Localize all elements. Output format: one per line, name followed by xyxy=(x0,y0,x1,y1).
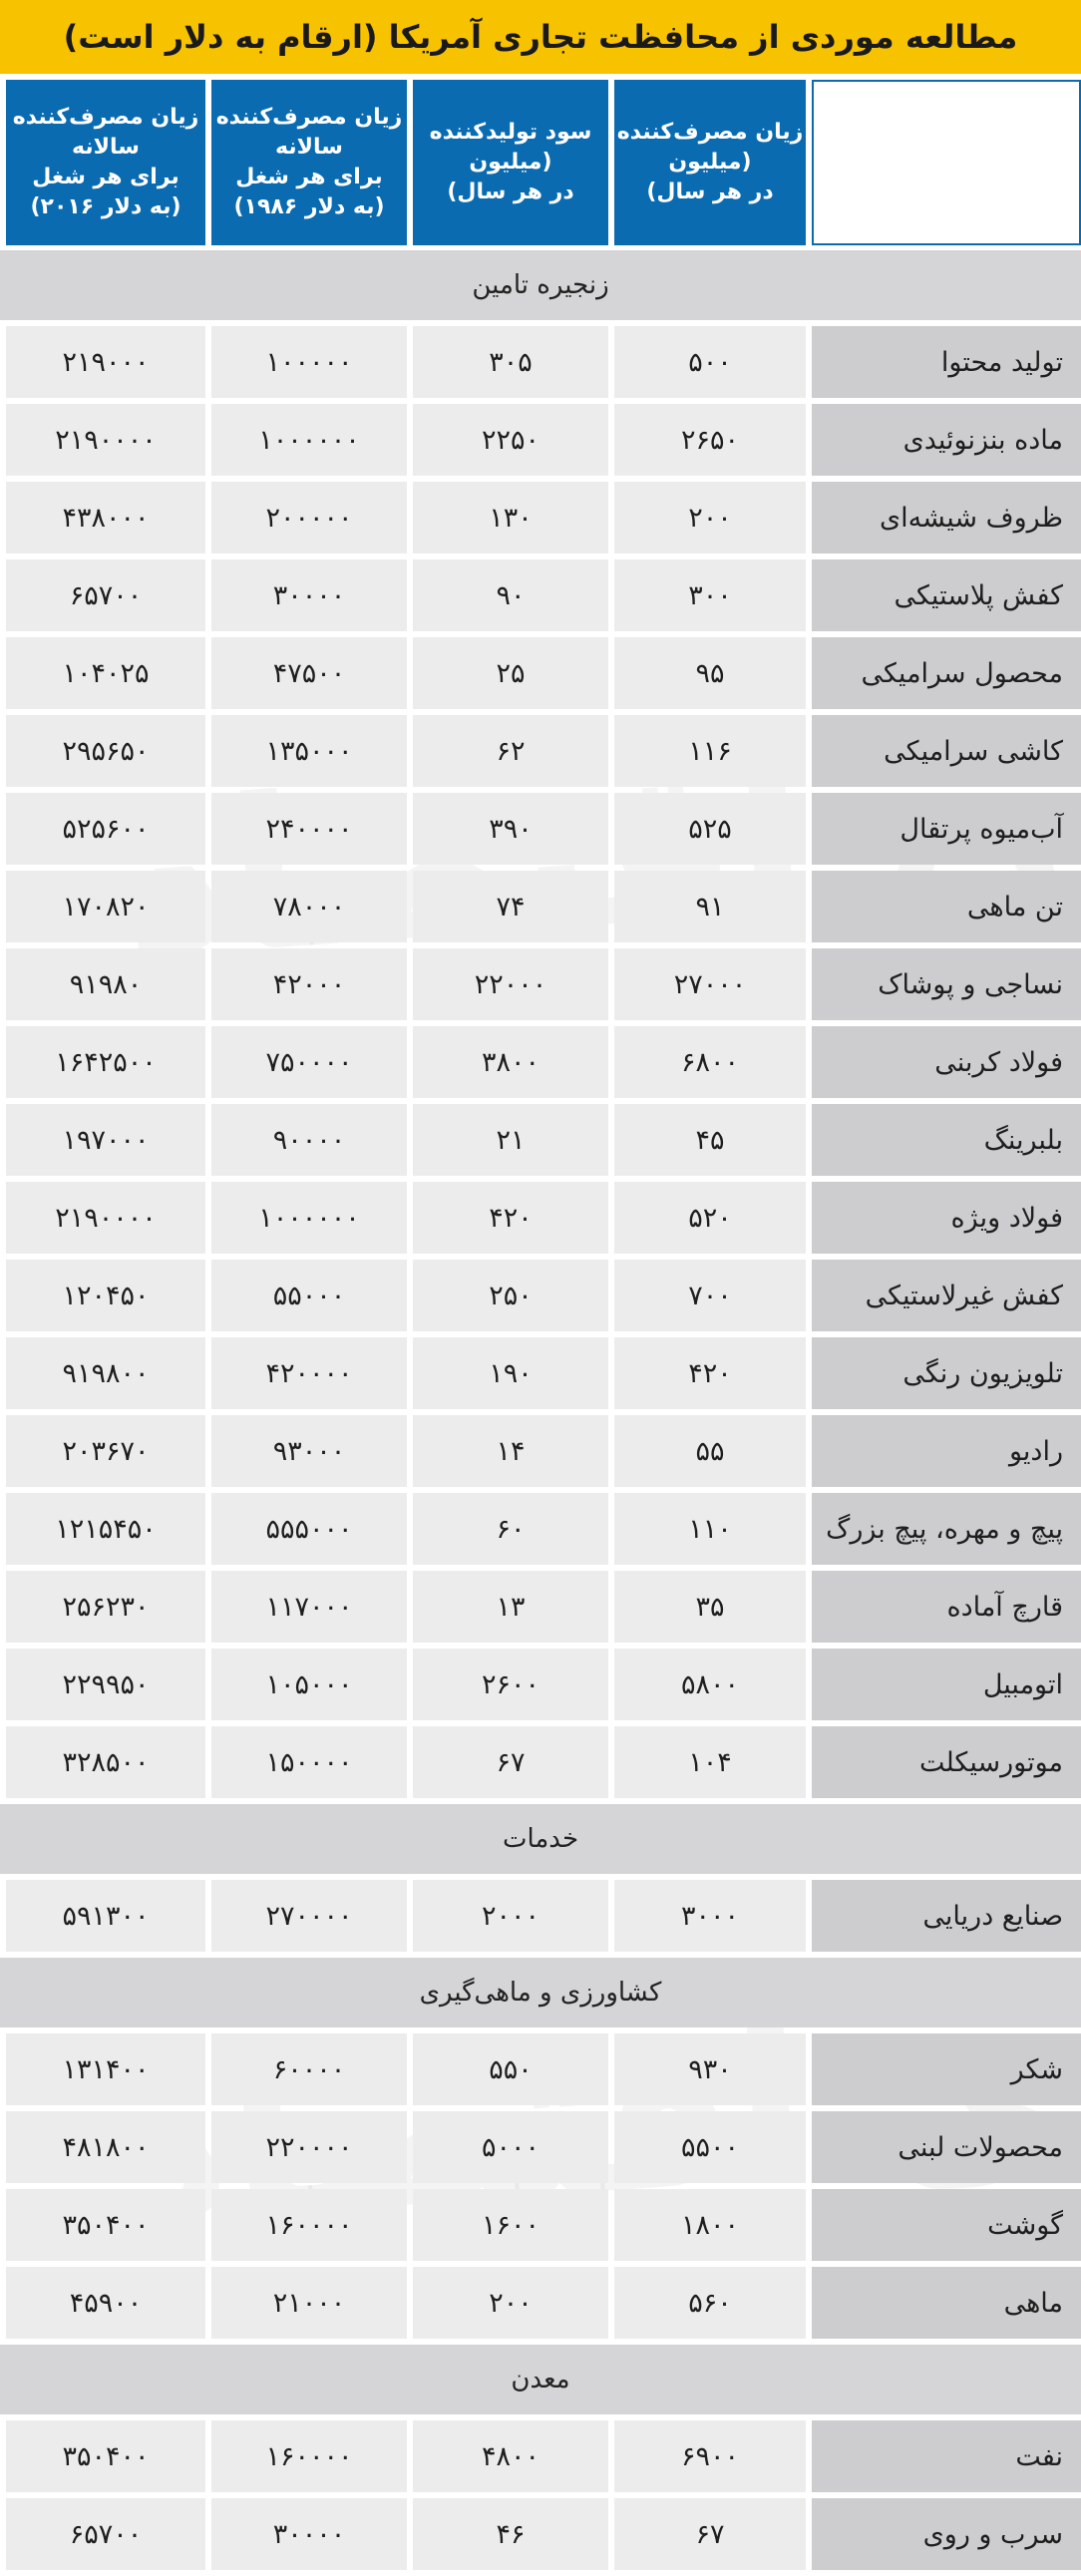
loss-per-job-2016-value: ۲۱۹۰۰۰ xyxy=(6,326,205,398)
loss-per-job-1986-value: ۱۱۷۰۰۰ xyxy=(211,1571,407,1643)
loss-per-job-1986-value: ۱۰۰۰۰۰۰ xyxy=(211,404,407,476)
table-header xyxy=(0,80,1081,245)
table-row xyxy=(0,948,1081,1020)
table-row xyxy=(0,559,1081,631)
row-name: شکر xyxy=(812,2033,1081,2105)
table-row xyxy=(0,871,1081,942)
producer-gain-value: ۴۲۰ xyxy=(413,1182,608,1254)
loss-per-job-2016-value: ۴۳۸۰۰۰ xyxy=(6,482,205,553)
row-name: تلویزیون رنگی xyxy=(812,1337,1081,1409)
producer-gain-value: ۷۴ xyxy=(413,871,608,942)
row-name: محصول سرامیکی xyxy=(812,637,1081,709)
loss-per-job-1986-value: ۲۴۰۰۰۰ xyxy=(211,793,407,865)
table-row xyxy=(0,2498,1081,2570)
row-name: تن ماهی xyxy=(812,871,1081,942)
producer-gain-value: ۲۲۰۰۰ xyxy=(413,948,608,1020)
producer-gain-value: ۲۲۵۰ xyxy=(413,404,608,476)
consumer-loss-value: ۹۵ xyxy=(614,637,806,709)
row-name: فولاد کربنی xyxy=(812,1026,1081,1098)
table-row xyxy=(0,2033,1081,2105)
loss-per-job-1986-value: ۶۰۰۰۰ xyxy=(211,2033,407,2105)
table-row xyxy=(0,1182,1081,1254)
table-row xyxy=(0,637,1081,709)
consumer-loss-value: ۵۶۰ xyxy=(614,2267,806,2339)
section-title: خدمات xyxy=(0,1804,1081,1874)
producer-gain-value: ۳۹۰ xyxy=(413,793,608,865)
loss-per-job-2016-value: ۳۵۰۴۰۰ xyxy=(6,2189,205,2261)
consumer-loss-value: ۵۲۰ xyxy=(614,1182,806,1254)
row-name: ماهی xyxy=(812,2267,1081,2339)
producer-gain-value: ۲۶۰۰ xyxy=(413,1649,608,1720)
producer-gain-value: ۴۸۰۰ xyxy=(413,2420,608,2492)
title-bar xyxy=(0,0,1081,74)
loss-per-job-2016-value: ۲۰۳۶۷۰ xyxy=(6,1415,205,1487)
consumer-loss-value: ۳۰۰ xyxy=(614,559,806,631)
loss-per-job-2016-value: ۳۵۰۴۰۰ xyxy=(6,2420,205,2492)
row-name: فولاد ویژه xyxy=(812,1182,1081,1254)
loss-per-job-2016-value: ۴۸۱۸۰۰ xyxy=(6,2111,205,2183)
row-name: محصولات لبنی xyxy=(812,2111,1081,2183)
consumer-loss-value: ۴۲۰ xyxy=(614,1337,806,1409)
row-name: پیچ و مهره، پیچ بزرگ xyxy=(812,1493,1081,1565)
producer-gain-value: ۲۰۰ xyxy=(413,2267,608,2339)
loss-per-job-1986-value: ۱۳۵۰۰۰ xyxy=(211,715,407,787)
consumer-loss-value: ۱۱۰ xyxy=(614,1493,806,1565)
section-title: کشاورزی و ماهی‌گیری xyxy=(0,1958,1081,2027)
producer-gain-value: ۲۱ xyxy=(413,1104,608,1176)
loss-per-job-1986-value: ۱۵۰۰۰۰ xyxy=(211,1726,407,1798)
table-row xyxy=(0,1493,1081,1565)
producer-gain-value: ۱۴ xyxy=(413,1415,608,1487)
loss-per-job-1986-value: ۹۰۰۰۰ xyxy=(211,1104,407,1176)
loss-per-job-1986-value: ۹۳۰۰۰ xyxy=(211,1415,407,1487)
row-name: نفت xyxy=(812,2420,1081,2492)
table-row xyxy=(0,1726,1081,1798)
row-name: نساجی و پوشاک xyxy=(812,948,1081,1020)
row-name: ظروف شیشه‌ای xyxy=(812,482,1081,553)
loss-per-job-2016-value: ۲۱۹۰۰۰۰ xyxy=(6,1182,205,1254)
producer-gain-value: ۱۶۰۰ xyxy=(413,2189,608,2261)
loss-per-job-1986-value: ۵۵۵۰۰۰ xyxy=(211,1493,407,1565)
producer-gain-value: ۳۰۵ xyxy=(413,326,608,398)
row-name: ماده بنزنوئیدی xyxy=(812,404,1081,476)
consumer-loss-value: ۱۱۶ xyxy=(614,715,806,787)
loss-per-job-2016-value: ۱۳۱۴۰۰ xyxy=(6,2033,205,2105)
loss-per-job-1986-value: ۵۵۰۰۰ xyxy=(211,1260,407,1331)
consumer-loss-value: ۲۰۰ xyxy=(614,482,806,553)
table-row xyxy=(0,404,1081,476)
loss-per-job-2016-value: ۶۵۷۰۰ xyxy=(6,2498,205,2570)
table-row xyxy=(0,1026,1081,1098)
table-row xyxy=(0,2267,1081,2339)
section-title: زنجیره تامین xyxy=(0,250,1081,320)
consumer-loss-value: ۹۳۰ xyxy=(614,2033,806,2105)
loss-per-job-2016-value: ۲۲۹۹۵۰ xyxy=(6,1649,205,1720)
loss-per-job-2016-value: ۴۵۹۰۰ xyxy=(6,2267,205,2339)
loss-per-job-2016-value: ۳۲۸۵۰۰ xyxy=(6,1726,205,1798)
row-name: قارچ آماده xyxy=(812,1571,1081,1643)
loss-per-job-1986-value: ۳۰۰۰۰ xyxy=(211,559,407,631)
consumer-loss-value: ۵۵۰۰ xyxy=(614,2111,806,2183)
loss-per-job-1986-value: ۷۸۰۰۰ xyxy=(211,871,407,942)
table-row xyxy=(0,1571,1081,1643)
loss-per-job-1986-value: ۱۰۰۰۰۰ xyxy=(211,326,407,398)
table-row xyxy=(0,1104,1081,1176)
consumer-loss-value: ۵۲۵ xyxy=(614,793,806,865)
header-cell-producer-gain: سود تولیدکننده (میلیون در هر سال) xyxy=(413,80,608,245)
consumer-loss-value: ۱۸۰۰ xyxy=(614,2189,806,2261)
row-name: بلبرینگ xyxy=(812,1104,1081,1176)
consumer-loss-value: ۵۰۰ xyxy=(614,326,806,398)
row-name: تولید محتوا xyxy=(812,326,1081,398)
producer-gain-value: ۲۵ xyxy=(413,637,608,709)
loss-per-job-2016-value: ۹۱۹۸۰۰ xyxy=(6,1337,205,1409)
loss-per-job-2016-value: ۱۶۴۲۵۰۰ xyxy=(6,1026,205,1098)
loss-per-job-1986-value: ۳۰۰۰۰ xyxy=(211,2498,407,2570)
consumer-loss-value: ۶۸۰۰ xyxy=(614,1026,806,1098)
section-title: معدن xyxy=(0,2345,1081,2414)
table-body xyxy=(0,250,1081,2576)
loss-per-job-1986-value: ۱۰۰۰۰۰۰ xyxy=(211,1182,407,1254)
producer-gain-value: ۲۰۰۰ xyxy=(413,1880,608,1952)
table-row xyxy=(0,715,1081,787)
consumer-loss-value: ۶۹۰۰ xyxy=(614,2420,806,2492)
table-row xyxy=(0,2420,1081,2492)
table-row xyxy=(0,1337,1081,1409)
row-name: رادیو xyxy=(812,1415,1081,1487)
loss-per-job-1986-value: ۱۶۰۰۰۰ xyxy=(211,2189,407,2261)
producer-gain-value: ۵۵۰ xyxy=(413,2033,608,2105)
consumer-loss-value: ۳۰۰۰ xyxy=(614,1880,806,1952)
producer-gain-value: ۵۰۰۰ xyxy=(413,2111,608,2183)
loss-per-job-1986-value: ۱۰۵۰۰۰ xyxy=(211,1649,407,1720)
table-row xyxy=(0,482,1081,553)
loss-per-job-1986-value: ۷۵۰۰۰۰ xyxy=(211,1026,407,1098)
loss-per-job-2016-value: ۲۵۶۲۳۰ xyxy=(6,1571,205,1643)
loss-per-job-1986-value: ۱۶۰۰۰۰ xyxy=(211,2420,407,2492)
consumer-loss-value: ۵۵ xyxy=(614,1415,806,1487)
loss-per-job-2016-value: ۱۰۴۰۲۵ xyxy=(6,637,205,709)
loss-per-job-1986-value: ۴۷۵۰۰ xyxy=(211,637,407,709)
table-row xyxy=(0,1260,1081,1331)
producer-gain-value: ۹۰ xyxy=(413,559,608,631)
producer-gain-value: ۱۳ xyxy=(413,1571,608,1643)
consumer-loss-value: ۳۵ xyxy=(614,1571,806,1643)
row-name: صنایع دریایی xyxy=(812,1880,1081,1952)
loss-per-job-1986-value: ۲۷۰۰۰۰ xyxy=(211,1880,407,1952)
loss-per-job-1986-value: ۴۲۰۰۰ xyxy=(211,948,407,1020)
header-cell-item xyxy=(812,80,1081,245)
table-row xyxy=(0,2111,1081,2183)
consumer-loss-value: ۱۰۴ xyxy=(614,1726,806,1798)
header-cell-loss-per-job-1986: زیان مصرف‌کننده سالانه برای هر شغل (به دلار ۱۹۸۶) xyxy=(211,80,407,245)
header-cell-loss-per-job-2016: زیان مصرف‌کننده سالانه برای هر شغل (به دلار ۲۰۱۶) xyxy=(6,80,205,245)
row-name: گوشت xyxy=(812,2189,1081,2261)
consumer-loss-value: ۵۸۰۰ xyxy=(614,1649,806,1720)
table-row xyxy=(0,2189,1081,2261)
table-row xyxy=(0,1649,1081,1720)
loss-per-job-1986-value: ۲۱۰۰۰ xyxy=(211,2267,407,2339)
row-name: کفش غیرلاستیکی xyxy=(812,1260,1081,1331)
loss-per-job-2016-value: ۱۹۷۰۰۰ xyxy=(6,1104,205,1176)
consumer-loss-value: ۷۰۰ xyxy=(614,1260,806,1331)
header-cell-consumer-loss: زیان مصرف‌کننده (میلیون در هر سال) xyxy=(614,80,806,245)
producer-gain-value: ۴۶ xyxy=(413,2498,608,2570)
consumer-loss-value: ۲۶۵۰ xyxy=(614,404,806,476)
producer-gain-value: ۲۵۰ xyxy=(413,1260,608,1331)
producer-gain-value: ۶۰ xyxy=(413,1493,608,1565)
table-row xyxy=(0,326,1081,398)
loss-per-job-1986-value: ۴۲۰۰۰۰ xyxy=(211,1337,407,1409)
consumer-loss-value: ۴۵ xyxy=(614,1104,806,1176)
loss-per-job-2016-value: ۱۷۰۸۲۰ xyxy=(6,871,205,942)
consumer-loss-value: ۲۷۰۰۰ xyxy=(614,948,806,1020)
loss-per-job-2016-value: ۶۵۷۰۰ xyxy=(6,559,205,631)
loss-per-job-2016-value: ۱۲۱۵۴۵۰ xyxy=(6,1493,205,1565)
consumer-loss-value: ۹۱ xyxy=(614,871,806,942)
producer-gain-value: ۶۲ xyxy=(413,715,608,787)
table-row xyxy=(0,1880,1081,1952)
row-name: سرب و روی xyxy=(812,2498,1081,2570)
producer-gain-value: ۱۹۰ xyxy=(413,1337,608,1409)
table-row xyxy=(0,1415,1081,1487)
row-name: اتومبیل xyxy=(812,1649,1081,1720)
loss-per-job-2016-value: ۲۹۵۶۵۰ xyxy=(6,715,205,787)
loss-per-job-2016-value: ۵۹۱۳۰۰ xyxy=(6,1880,205,1952)
loss-per-job-1986-value: ۲۰۰۰۰۰ xyxy=(211,482,407,553)
consumer-loss-value: ۶۷ xyxy=(614,2498,806,2570)
producer-gain-value: ۳۸۰۰ xyxy=(413,1026,608,1098)
producer-gain-value: ۱۳۰ xyxy=(413,482,608,553)
row-name: کاشی سرامیکی xyxy=(812,715,1081,787)
loss-per-job-1986-value: ۲۲۰۰۰۰ xyxy=(211,2111,407,2183)
loss-per-job-2016-value: ۲۱۹۰۰۰۰ xyxy=(6,404,205,476)
row-name: آب‌میوه پرتقال xyxy=(812,793,1081,865)
page-title: مطالعه موردی از محافظت تجاری آمریکا (ارقام به دلار است) xyxy=(63,18,1018,56)
producer-gain-value: ۶۷ xyxy=(413,1726,608,1798)
row-name: موتورسیکلت xyxy=(812,1726,1081,1798)
table-row xyxy=(0,793,1081,865)
loss-per-job-2016-value: ۵۲۵۶۰۰ xyxy=(6,793,205,865)
row-name: کفش پلاستیکی xyxy=(812,559,1081,631)
loss-per-job-2016-value: ۱۲۰۴۵۰ xyxy=(6,1260,205,1331)
loss-per-job-2016-value: ۹۱۹۸۰ xyxy=(6,948,205,1020)
